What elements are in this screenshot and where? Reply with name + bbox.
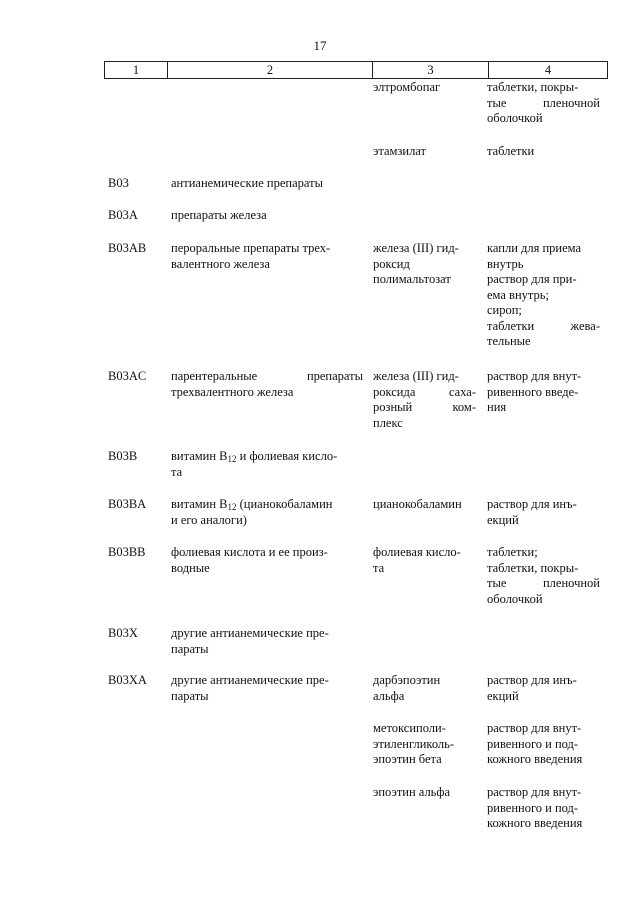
inn-line: железа (III) гид-	[373, 369, 459, 383]
word: жева-	[570, 318, 600, 333]
atc-code-b03b: B03B	[108, 449, 138, 463]
name-line: пероральные препараты трех-	[171, 241, 331, 255]
inn-b03bb	[373, 545, 476, 576]
page-number: 17	[313, 38, 327, 53]
form-text: таблетки	[487, 144, 535, 158]
name-line: параты	[171, 641, 209, 656]
name-line: трехвалентного железа	[171, 384, 294, 399]
inn-text: элтромбопаг	[373, 80, 441, 94]
atc-code-b03a: B03A	[108, 208, 138, 222]
atc-code-b03: B03	[108, 176, 129, 190]
form-line: оболочкой	[487, 591, 543, 606]
word: препараты	[306, 369, 363, 383]
inn-text: этамзилат	[373, 144, 426, 158]
name-line: та	[171, 464, 183, 479]
inn-line: эпоэтин альфа	[373, 785, 451, 799]
form-line: сироп;	[487, 303, 522, 317]
atc-name-b03ac	[171, 369, 363, 400]
column-header-3: 3	[372, 62, 488, 78]
inn-line: фолиевая кисло-	[373, 545, 461, 559]
atc-code-b03xa: B03XA	[108, 673, 147, 687]
name-line: другие антианемические пре-	[171, 673, 329, 687]
name-line	[171, 369, 363, 385]
word: тые	[487, 576, 507, 590]
form-line: кожного введения	[487, 816, 583, 830]
atc-name-b03bb	[171, 545, 363, 576]
atc-name-b03ba	[171, 497, 363, 528]
name-line: водные	[171, 560, 210, 575]
form-line: ривенного и под-	[487, 800, 579, 815]
form-b03ab	[487, 241, 600, 350]
inn-line: полимальтозат	[373, 272, 451, 286]
inn-line: цианокобаламин	[373, 497, 462, 511]
table-row-etamsylate-form	[487, 144, 600, 160]
atc-name-b03b	[171, 449, 363, 480]
word: таблетки	[487, 318, 535, 333]
word: пленочной	[542, 576, 600, 590]
inn-line: дарбэпоэтин	[373, 673, 441, 687]
word: тые	[487, 95, 507, 110]
name-text: и фолиевая кисло-	[236, 449, 338, 463]
form-line: екций	[487, 512, 519, 527]
inn-line	[373, 400, 476, 416]
column-header-4: 4	[488, 62, 608, 78]
inn-line: та	[373, 560, 385, 575]
form-line: таблетки, покры-	[487, 80, 579, 94]
form-line: таблетки;	[487, 545, 538, 559]
name-line	[171, 497, 363, 513]
word: пленочной	[542, 95, 600, 110]
form-line: ния	[487, 400, 507, 414]
form-line: раствор для при-	[487, 272, 577, 286]
name-text: (цианокобаламин	[236, 497, 333, 511]
form-line: таблетки, покры-	[487, 560, 579, 575]
atc-code-b03ab: B03AB	[108, 241, 147, 255]
form-line: кожного введения	[487, 752, 583, 766]
form-b03bb	[487, 545, 600, 607]
atc-name-b03	[171, 176, 363, 192]
form-line: раствор для инъ-	[487, 673, 577, 687]
name-line: и его аналоги)	[171, 512, 247, 527]
name-line: валентного железа	[171, 256, 270, 271]
form-line	[487, 576, 600, 592]
inn-line: этиленгликоль-	[373, 736, 455, 751]
column-header-2: 2	[167, 62, 372, 78]
inn-b03ac	[373, 369, 476, 431]
name-line: антианемические препараты	[171, 176, 323, 190]
column-header-1: 1	[104, 62, 167, 78]
atc-name-b03ab	[171, 241, 363, 272]
word: роксида	[373, 384, 416, 399]
table-row-eltrombopag-inn	[373, 80, 476, 96]
form-b03ac	[487, 369, 600, 416]
form-b03ba	[487, 497, 600, 528]
form-line: раствор для внут-	[487, 721, 582, 735]
form-line: тельные	[487, 334, 531, 348]
atc-name-b03a	[171, 208, 363, 224]
inn-line: альфа	[373, 688, 405, 703]
form-b03xa	[487, 673, 600, 704]
subscript: 12	[227, 502, 237, 512]
word: розный	[373, 400, 413, 414]
form-line: ривенного и под-	[487, 736, 579, 751]
name-line: другие антианемические пре-	[171, 626, 329, 640]
form-line: капли для приема	[487, 241, 582, 255]
form-line: раствор для внут-	[487, 369, 582, 383]
inn-line: метоксиполи-	[373, 721, 446, 735]
atc-code-b03bb: B03BB	[108, 545, 146, 559]
atc-code-b03ba: B03BA	[108, 497, 147, 511]
atc-code-b03x: B03X	[108, 626, 138, 640]
atc-name-b03x	[171, 626, 363, 657]
form-epoetin-alfa	[487, 785, 600, 832]
form-line: оболочкой	[487, 111, 543, 125]
table-row-etamsylate-inn	[373, 144, 476, 160]
word: ком-	[452, 400, 476, 414]
form-line: ема внутрь;	[487, 287, 549, 302]
inn-epoetin-alfa	[373, 785, 476, 801]
inn-b03ab	[373, 241, 476, 288]
word: саха-	[448, 384, 476, 399]
name-line: препараты железа	[171, 208, 267, 222]
form-line: ривенного введе-	[487, 384, 579, 399]
form-line: раствор для инъ-	[487, 497, 577, 511]
inn-b03ba	[373, 497, 476, 513]
inn-line: роксид	[373, 256, 410, 271]
name-line: фолиевая кислота и ее произ-	[171, 545, 328, 559]
name-text: витамин B	[171, 449, 228, 463]
inn-line: эпоэтин бета	[373, 752, 442, 766]
form-line	[487, 96, 600, 112]
inn-b03xa	[373, 673, 476, 704]
inn-line	[373, 385, 476, 401]
form-line: раствор для внут-	[487, 785, 582, 799]
atc-name-b03xa	[171, 673, 363, 704]
form-line: екций	[487, 688, 519, 703]
form-methoxy-epoetin	[487, 721, 600, 768]
subscript: 12	[227, 454, 237, 464]
table-row-eltrombopag-form	[487, 80, 600, 127]
form-line: внутрь	[487, 256, 524, 271]
word: парентеральные	[171, 369, 258, 383]
name-line	[171, 449, 363, 465]
form-line	[487, 319, 600, 335]
inn-line: плекс	[373, 415, 403, 430]
name-text: витамин B	[171, 497, 228, 511]
inn-line: железа (III) гид-	[373, 241, 459, 255]
atc-code-b03ac: B03AC	[108, 369, 147, 383]
name-line: параты	[171, 688, 209, 703]
table-header	[104, 61, 608, 79]
inn-methoxy-epoetin	[373, 721, 476, 768]
